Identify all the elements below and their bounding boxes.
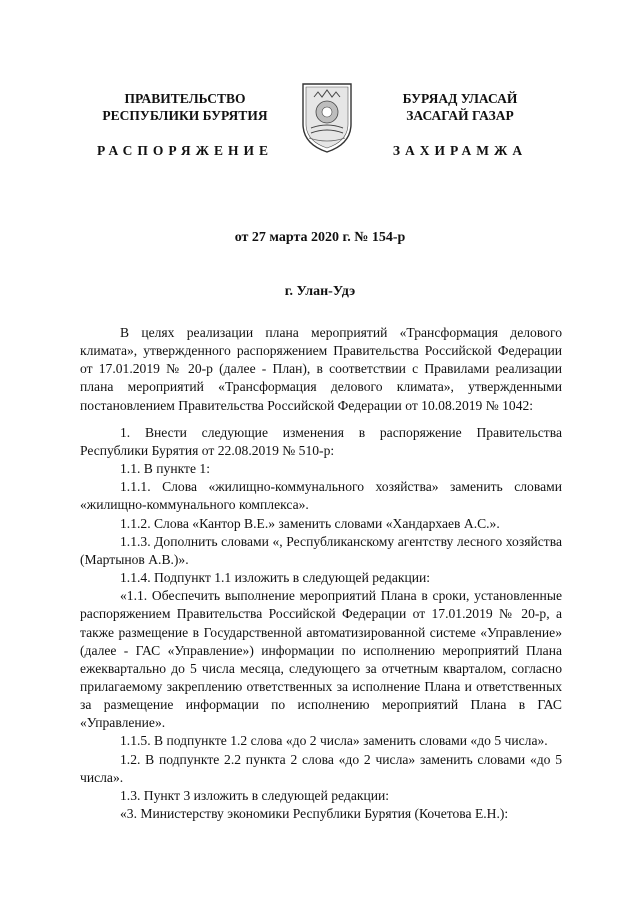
paragraph-1-2: 1.2. В подпункте 2.2 пункта 2 слова «до 2 числа» заменить словами «до 5 числа». [80, 751, 562, 785]
paragraph-1: 1. Внести следующие изменения в распоряжение Правительства Республики Бурятия от 22.08.2019 № 510-р: [80, 424, 562, 458]
document-header [0, 90, 640, 170]
issuer-right [360, 90, 560, 124]
document-date-number: от 27 марта 2020 г. № 154-р [234, 230, 406, 245]
paragraph-1-1-2: 1.1.2. Слова «Кантор В.Е.» заменить словами «Хандархаев А.С.». [120, 515, 500, 531]
document-body [80, 324, 562, 823]
document-city: г. Улан-Удэ [284, 284, 356, 299]
paragraph-1-1: 1.1. В пункте 1: [120, 461, 210, 477]
paragraph-1-1-1: 1.1.1. Слова «жилищно-коммунального хозяйства» заменить словами «жилищно-коммунального комплекса». [80, 479, 562, 513]
issuer-left-line2: РЕСПУБЛИКИ БУРЯТИЯ [102, 108, 268, 123]
preamble-paragraph: В целях реализации плана мероприятий «Трансформация делового климата», утвержденного распоряжением Правительства Российской Федерации от 17.01.2019 № 20-р (далее - План), в соответствии с Правилами реализации плана мероприятий «Трансформация делового климата», утвержденными постановлением Правительства Российской Федерации от 10.08.2019 № 1042: [80, 325, 562, 413]
issuer-left [85, 90, 285, 124]
issuer-right-line2: ЗАСАГАЙ ГАЗАР [406, 108, 514, 123]
quoted-clause-1-1: «1.1. Обеспечить выполнение мероприятий Плана в сроки, установленные распоряжением Правительства Российской Федерации от 17.01.2019 № 20-р, а также размещение в Государственной автоматизированной системе «Управление» (далее - ГАС «Управление») информации по исполнению мероприятий Плана ежеквартально до 5 числа месяца, следующего за отчетным кварталом, согласно прилагаемому закреплению ответственных за исполнение Плана и ответственных за размещение информации по исполнению мероприятий Плана в ГАС «Управление». [80, 588, 562, 731]
doc-type-right: ЗАХИРАМЖА [392, 143, 528, 158]
quoted-clause-3: «3. Министерству экономики Республики Бурятия (Кочетова Е.Н.): [120, 806, 509, 822]
issuer-left-line1: ПРАВИТЕЛЬСТВО [124, 91, 246, 106]
paragraph-1-1-3: 1.1.3. Дополнить словами «, Республиканскому агентству лесного хозяйства (Мартынов А.В.)». [80, 533, 562, 567]
coat-of-arms-icon [297, 80, 357, 154]
paragraph-1-1-5: 1.1.5. В подпункте 1.2 слова «до 2 числа» заменить словами «до 5 числа». [120, 733, 548, 749]
paragraph-1-1-4: 1.1.4. Подпункт 1.1 изложить в следующей редакции: [120, 570, 431, 586]
issuer-right-line1: БУРЯАД УЛАСАЙ [402, 91, 518, 106]
doc-type-left: РАСПОРЯЖЕНИЕ [96, 143, 274, 158]
paragraph-1-3: 1.3. Пункт 3 изложить в следующей редакции: [120, 787, 390, 803]
